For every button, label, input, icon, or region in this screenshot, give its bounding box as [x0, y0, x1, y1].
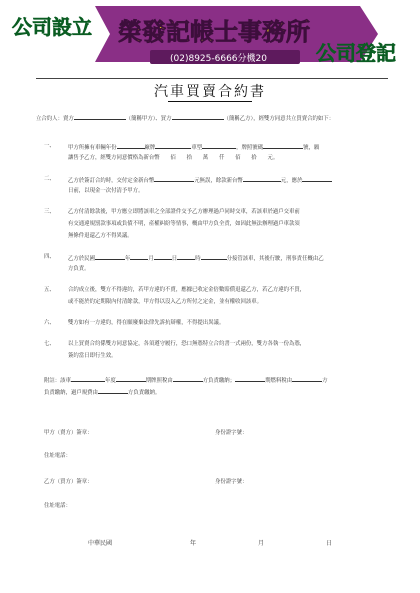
clause-2-number: 二、: [44, 176, 55, 182]
title-underline: [168, 101, 252, 102]
clause-5-number: 五、: [44, 287, 55, 293]
clause-2-line-1: 乙方於簽訂合約時，交付定金新台幣 元無誤，餘款新台幣 元，應於: [68, 176, 332, 185]
clause-6-number: 六、: [44, 320, 55, 326]
party-b-signature-label: 乙方（買方）簽章：: [44, 479, 93, 485]
clause-7-line-2: 簽約當日即行生效。: [68, 353, 117, 359]
header-banner: [0, 0, 420, 78]
note-line-1: 附註：該車 年度 期牌照稅由 方負責繳納； 期燃料稅由 方: [44, 378, 328, 384]
party-b-address-label: 住址電話：: [44, 503, 71, 509]
intro-line: 立合約人：賣方 （簡稱甲方）、買方 （簡稱乙方），經雙方同意共立買賣合約如下：: [36, 116, 335, 122]
clause-1-line-2: 讓售予乙方，經雙方同意價格為新台幣 佰 拾 萬 仟 佰 拾 元。: [68, 155, 279, 161]
date-year: 年: [190, 540, 197, 547]
clause-1-line-1: 甲方所擁有車輛年份 廠牌 車型 ，牌照號碼 號，願: [68, 145, 320, 151]
clause-4-line-1: 乙方於民國 年 月 日 時 分接管該車，其後行駛，刑事責任概由乙: [68, 256, 324, 262]
clause-3-line-1: 乙方付清餘款後，甲方應立即將該車之全部證件交予乙方辦理過戶同時交車，若該車於過戶交車前: [68, 209, 300, 215]
left-slogan: 公司設立: [12, 15, 92, 39]
company-name: 榮發記帳士事務所: [118, 18, 310, 46]
clause-3-number: 三、: [44, 209, 55, 215]
party-a-signature-label: 甲方（賣方）簽章：: [44, 430, 93, 436]
clause-1-number: 一、: [44, 143, 55, 149]
date-era: 中華民國: [88, 540, 113, 547]
clause-4-line-2: 方負責。: [68, 266, 90, 272]
phone-number: (02)8925-6666分機20: [170, 54, 267, 64]
party-a-address-label: 住址電話：: [44, 453, 71, 459]
right-slogan: 公司登記: [316, 41, 396, 65]
clause-7-number: 七、: [44, 341, 55, 347]
clause-6-line-1: 雙方如有一方違約，得在願廢棄法律先訴抗辯權，不得提出異議。: [68, 320, 225, 326]
clause-2-line-2: 日前，以現金一次付清予甲方。: [68, 188, 144, 194]
clause-4-number: 四、: [44, 254, 55, 260]
note-line-2: 負責繳納，過戶規費由 方負責繳納。: [44, 390, 161, 396]
party-b-id-label: 身份證字號：: [215, 479, 248, 485]
clause-5-line-2: 或不能於約定期限內付清餘款，甲方得以沒入乙方所付之定金，並有權收回該車。: [68, 299, 263, 305]
clause-5-line-1: 合約成立後，雙方不得違約，若甲方違約不賣，應據已收定金倍數賠償退還乙方，若乙方違約不買，: [68, 287, 306, 293]
header-rule: [36, 78, 388, 79]
date-day: 日: [326, 540, 333, 547]
document-title: 汽車買賣合約書: [154, 84, 266, 100]
clause-3-line-2: 有交通違規罰款事項或負債不明，產權糾紛等情事，概由甲方負全責，如因此無法辦理過戶車款須: [68, 221, 300, 227]
clause-3-line-3: 無條件退還乙方不得異議。: [68, 233, 133, 239]
party-a-id-label: 身份證字號：: [215, 430, 248, 436]
date-month: 月: [258, 540, 265, 547]
clause-7-line-1: 以上買賣合約係雙方同意協定，各須遵守履行，恐口無憑特立合約書一式兩份，雙方各執一份為憑，: [68, 341, 306, 347]
